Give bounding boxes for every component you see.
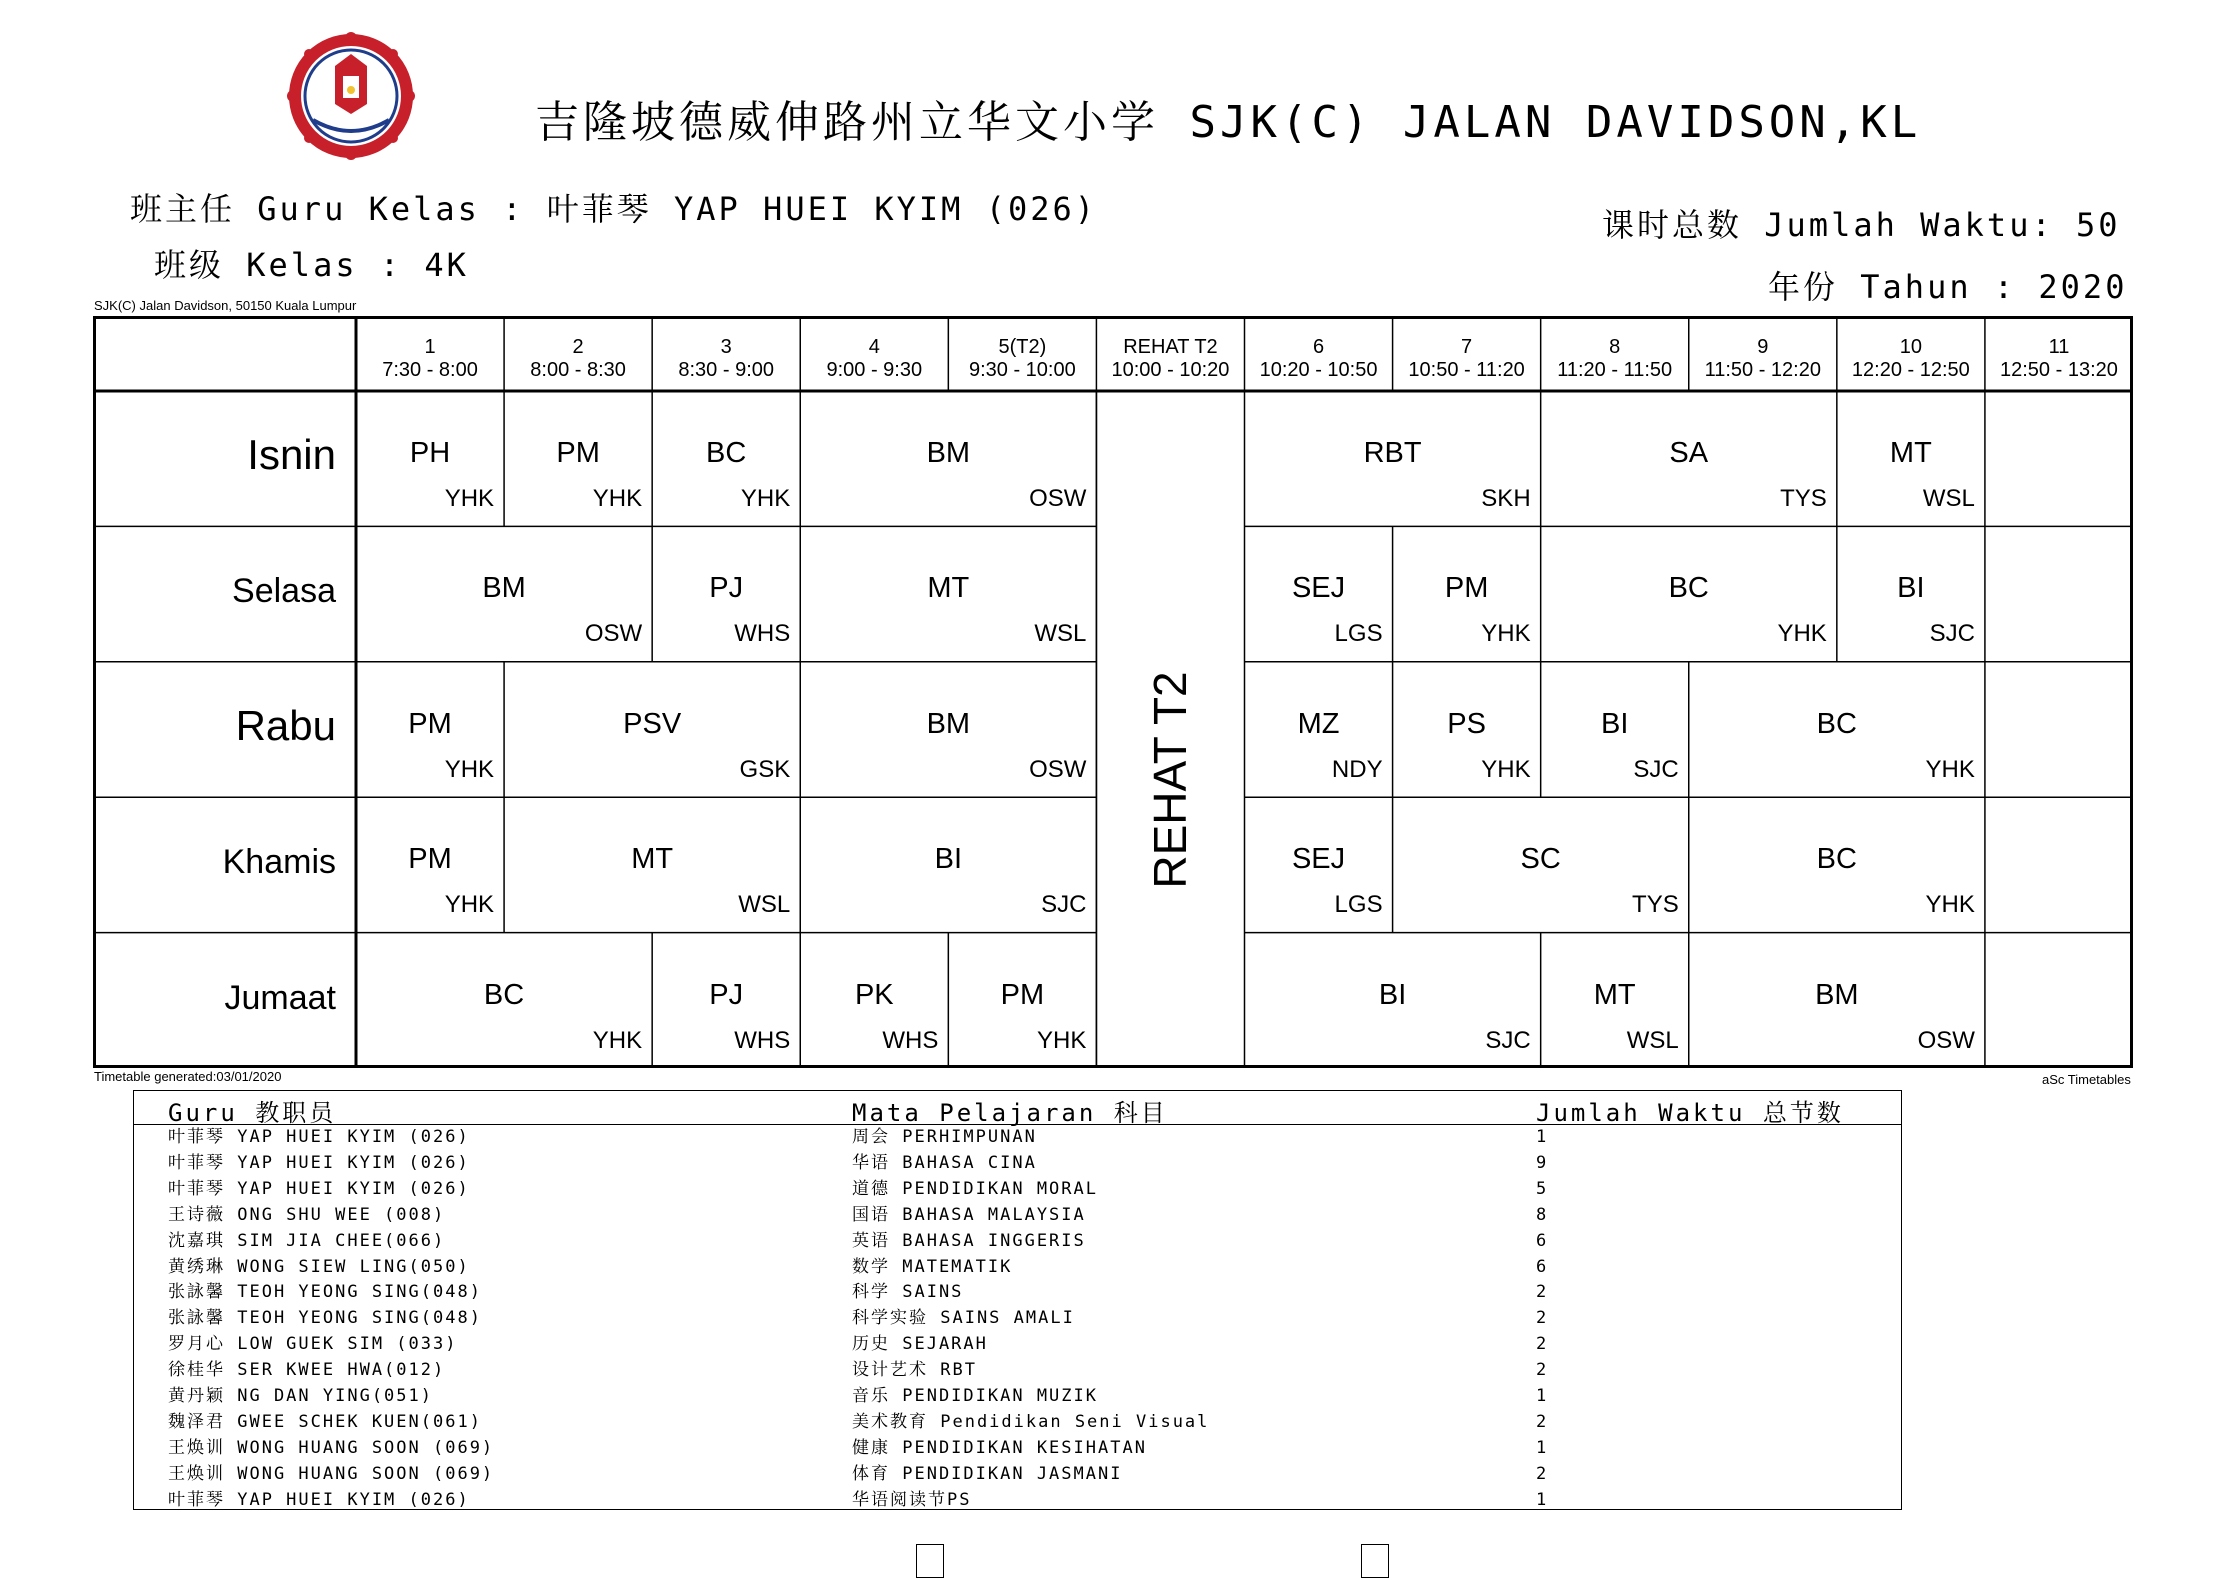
- legend-subject: 体育 PENDIDIKAN JASMANI: [852, 1463, 1123, 1484]
- lesson-subject: MT: [631, 843, 674, 876]
- lesson-teacher: OSW: [1029, 485, 1087, 512]
- grid-lines: [93, 316, 2133, 1068]
- legend-teacher: 黄丹颖 NG DAN YING(051): [168, 1386, 433, 1406]
- lesson-teacher: OSW: [1917, 1026, 1975, 1054]
- period-number: 9: [1757, 336, 1769, 358]
- lesson-teacher: TYS: [1632, 891, 1679, 919]
- lesson-subject: BC: [1668, 572, 1709, 605]
- legend-teacher: 魏泽君 GWEE SCHEK KUEN(061): [168, 1411, 482, 1432]
- legend-header-teacher: Guru 教职员: [168, 1099, 337, 1127]
- legend-count: 2: [1536, 1282, 1549, 1303]
- period-number: 10: [1899, 336, 1922, 358]
- period-header: [1393, 336, 1541, 382]
- period-header: [948, 336, 1096, 382]
- lesson-teacher: NDY: [1331, 755, 1383, 783]
- period-time: 9:30 - 10:00: [968, 359, 1076, 381]
- legend-count: 2: [1536, 1308, 1549, 1329]
- legend-count: 5: [1536, 1178, 1549, 1199]
- lesson-teacher: OSW: [584, 620, 643, 648]
- total-periods: 课时总数 Jumlah Waktu: 50: [1602, 206, 2121, 244]
- school-logo: [287, 32, 415, 160]
- lesson-subject: BI: [1600, 707, 1629, 740]
- legend-count: 2: [1536, 1334, 1549, 1355]
- lesson-teacher: WHS: [882, 1026, 939, 1054]
- lesson-subject: PS: [1447, 707, 1486, 740]
- legend-subject: 华语 BAHASA CINA: [852, 1152, 1037, 1173]
- lesson-subject: SA: [1669, 437, 1709, 469]
- legend-teacher: 叶菲琴 YAP HUEI KYIM (026): [168, 1127, 470, 1147]
- period-time: 11:20 - 11:50: [1557, 359, 1673, 381]
- lesson-subject: BM: [482, 572, 526, 605]
- class-name: 班级 Kelas : 4K: [154, 246, 469, 284]
- lesson-teacher: SJC: [1633, 755, 1679, 783]
- lesson-subject: PM: [408, 707, 452, 740]
- legend-teacher: 张詠馨 TEOH YEONG SING(048): [168, 1308, 482, 1329]
- lesson-subject: BM: [926, 437, 971, 469]
- legend-count: 2: [1536, 1463, 1549, 1484]
- period-header: [1096, 336, 1244, 382]
- legend-subject: 国语 BAHASA MALAYSIA: [852, 1204, 1086, 1225]
- period-number: 1: [424, 336, 436, 358]
- period-header: [1541, 336, 1689, 382]
- legend-teacher: 王诗薇 ONG SHU WEE (008): [168, 1204, 446, 1225]
- legend-count: 9: [1536, 1152, 1549, 1173]
- lesson-teacher: OSW: [1029, 755, 1087, 783]
- period-header: [1689, 336, 1837, 382]
- legend-count: 1: [1536, 1437, 1549, 1458]
- lesson-teacher: SJC: [1485, 1026, 1531, 1054]
- timetable-grid: [93, 316, 2133, 1068]
- lesson-subject: PM: [556, 437, 600, 469]
- period-time: 12:50 - 13:20: [2000, 359, 2118, 381]
- day-label: Khamis: [222, 843, 336, 882]
- legend-subject: 健康 PENDIDIKAN KESIHATAN: [852, 1437, 1147, 1458]
- break-label: REHAT T2: [1144, 670, 1197, 889]
- software-credit: aSc Timetables: [2042, 1072, 2131, 1087]
- day-label: Selasa: [232, 572, 336, 611]
- lesson-teacher: GSK: [739, 755, 791, 783]
- lesson-teacher: YHK: [1925, 891, 1975, 919]
- legend-count: 1: [1536, 1386, 1549, 1406]
- lesson-subject: PK: [854, 978, 894, 1011]
- legend-count: 1: [1536, 1127, 1549, 1147]
- lesson-teacher: WSL: [1922, 485, 1975, 512]
- legend-subject: 华语阅读节PS: [852, 1489, 972, 1510]
- legend-teacher: 王焕训 WONG HUANG SOON (069): [168, 1437, 495, 1458]
- lesson-subject: BM: [926, 707, 971, 740]
- lesson-teacher: YHK: [1925, 755, 1975, 783]
- lesson-subject: MT: [927, 572, 970, 605]
- period-number: 5(T2): [998, 336, 1047, 358]
- school-address: SJK(C) Jalan Davidson, 50150 Kuala Lumpur: [94, 298, 357, 313]
- lesson-teacher: SJC: [1041, 891, 1087, 919]
- legend-teacher: 徐桂华 SER KWEE HWA(012): [168, 1360, 446, 1381]
- period-number: 3: [720, 336, 732, 358]
- lesson-teacher: WSL: [1626, 1026, 1679, 1054]
- lesson-subject: PM: [1444, 572, 1489, 605]
- period-time: 9:00 - 9:30: [826, 359, 923, 381]
- lesson-teacher: YHK: [444, 755, 495, 783]
- legend-subject: 音乐 PENDIDIKAN MUZIK: [852, 1386, 1098, 1406]
- lesson-teacher: LGS: [1334, 891, 1383, 919]
- lesson-subject: PJ: [709, 572, 744, 605]
- period-header: [356, 336, 504, 382]
- period-time: 11:50 - 12:20: [1704, 359, 1821, 381]
- lesson-teacher: LGS: [1334, 620, 1383, 648]
- legend-teacher: 叶菲琴 YAP HUEI KYIM (026): [168, 1152, 470, 1173]
- legend-subject: 美术教育 Pendidikan Seni Visual: [852, 1411, 1210, 1432]
- lesson-teacher: YHK: [444, 891, 495, 919]
- grid-border: [95, 318, 2132, 1067]
- lesson-subject: SEJ: [1291, 572, 1346, 605]
- legend-subject: 科学 SAINS: [852, 1282, 964, 1303]
- legend-count: 1: [1536, 1489, 1549, 1510]
- period-number: 11: [2048, 336, 2070, 358]
- period-number: 7: [1461, 336, 1473, 358]
- checkbox-left[interactable]: [916, 1544, 944, 1578]
- lesson-teacher: YHK: [1777, 620, 1827, 648]
- legend-subject: 英语 BAHASA INGGERIS: [852, 1230, 1086, 1251]
- legend-teacher: 叶菲琴 YAP HUEI KYIM (026): [168, 1489, 470, 1510]
- period-time: 10:20 - 10:50: [1259, 359, 1378, 381]
- day-label: Jumaat: [224, 978, 336, 1017]
- lesson-teacher: WHS: [734, 620, 791, 648]
- lesson-teacher: YHK: [444, 485, 495, 512]
- legend-divider: [134, 1124, 1901, 1125]
- legend-teacher: 王焕训 WONG HUANG SOON (069): [168, 1463, 495, 1484]
- checkbox-right[interactable]: [1361, 1544, 1389, 1578]
- lesson-teacher: WHS: [734, 1026, 791, 1054]
- legend-count: 6: [1536, 1256, 1549, 1277]
- legend-count: 2: [1536, 1360, 1549, 1381]
- legend-count: 2: [1536, 1411, 1549, 1432]
- lesson-subject: RBT: [1363, 437, 1422, 469]
- period-header: [1245, 336, 1393, 382]
- year: 年份 Tahun : 2020: [1768, 268, 2128, 306]
- period-time: 8:00 - 8:30: [530, 359, 626, 381]
- lesson-subject: PM: [1000, 978, 1045, 1011]
- legend-header-subject: Mata Pelajaran 科目: [852, 1099, 1168, 1127]
- period-time: 7:30 - 8:00: [382, 359, 478, 381]
- legend-subject: 科学实验 SAINS AMALI: [852, 1308, 1075, 1329]
- legend-teacher: 叶菲琴 YAP HUEI KYIM (026): [168, 1178, 470, 1199]
- lesson-subject: PH: [409, 437, 451, 469]
- lesson-teacher: TYS: [1780, 485, 1827, 512]
- period-number: 4: [868, 336, 880, 358]
- generated-note: Timetable generated:03/01/2020: [94, 1069, 282, 1084]
- lesson-subject: BI: [1897, 572, 1925, 605]
- legend-teacher: 黄绣琳 WONG SIEW LING(050): [168, 1256, 470, 1277]
- class-teacher: 班主任 Guru Kelas : 叶菲琴 YAP HUEI KYIM (026): [130, 190, 1098, 228]
- period-time: 8:30 - 9:00: [678, 359, 774, 381]
- legend-table: [133, 1090, 1902, 1510]
- lesson-subject: BC: [706, 437, 747, 469]
- lesson-teacher: YHK: [592, 1026, 643, 1054]
- period-header: [1985, 336, 2133, 382]
- period-header: [1837, 336, 1985, 382]
- lesson-subject: MT: [1593, 978, 1636, 1011]
- period-number: 2: [572, 336, 584, 358]
- legend-subject: 周会 PERHIMPUNAN: [852, 1127, 1037, 1147]
- lesson-teacher: WSL: [738, 891, 791, 919]
- period-header: [504, 336, 652, 382]
- lesson-subject: PJ: [709, 978, 744, 1011]
- lesson-teacher: YHK: [740, 485, 791, 512]
- lesson-subject: BI: [1378, 978, 1407, 1011]
- lesson-teacher: YHK: [1037, 1026, 1087, 1054]
- legend-subject: 道德 PENDIDIKAN MORAL: [852, 1178, 1098, 1199]
- legend-teacher: 罗月心 LOW GUEK SIM (033): [168, 1334, 458, 1355]
- lesson-subject: SC: [1520, 843, 1561, 876]
- period-header: [800, 336, 948, 382]
- lesson-subject: BC: [1816, 843, 1857, 876]
- lesson-subject: BC: [483, 978, 525, 1011]
- period-number: 6: [1312, 336, 1325, 358]
- period-number: 8: [1609, 336, 1621, 358]
- legend-teacher: 沈嘉琪 SIM JIA CHEE(066): [168, 1230, 446, 1251]
- legend-count: 8: [1536, 1204, 1549, 1225]
- period-time: 10:00 - 10:20: [1111, 359, 1230, 381]
- period-time: 12:20 - 12:50: [1851, 359, 1970, 381]
- legend-subject: 历史 SEJARAH: [852, 1334, 988, 1355]
- school-title: 吉隆坡德威伸路州立华文小学 SJK(C) JALAN DAVIDSON,KL: [535, 97, 1922, 148]
- lesson-subject: BC: [1816, 707, 1857, 740]
- day-label: Isnin: [247, 431, 336, 478]
- period-time: 10:50 - 11:20: [1408, 359, 1525, 381]
- lesson-subject: SEJ: [1291, 843, 1346, 876]
- lesson-subject: PM: [408, 843, 452, 876]
- lesson-teacher: YHK: [1481, 620, 1531, 648]
- period-number: REHAT T2: [1123, 336, 1218, 358]
- lesson-subject: BM: [1815, 978, 1859, 1011]
- lesson-teacher: YHK: [592, 485, 643, 512]
- lesson-teacher: SKH: [1481, 485, 1531, 512]
- lesson-teacher: SJC: [1929, 620, 1975, 648]
- lesson-teacher: WSL: [1034, 620, 1087, 648]
- legend-header-count: Jumlah Waktu 总节数: [1536, 1099, 1844, 1127]
- lesson-subject: MT: [1889, 437, 1932, 469]
- period-header: [652, 336, 800, 382]
- legend-subject: 数学 MATEMATIK: [852, 1256, 1013, 1277]
- legend-count: 6: [1536, 1230, 1549, 1251]
- lesson-subject: MZ: [1297, 707, 1340, 740]
- legend-subject: 设计艺术 RBT: [852, 1360, 977, 1381]
- day-label: Rabu: [235, 701, 336, 749]
- lesson-subject: BI: [934, 843, 963, 876]
- lesson-subject: PSV: [623, 707, 682, 740]
- legend-teacher: 张詠馨 TEOH YEONG SING(048): [168, 1282, 482, 1303]
- lesson-teacher: YHK: [1481, 755, 1531, 783]
